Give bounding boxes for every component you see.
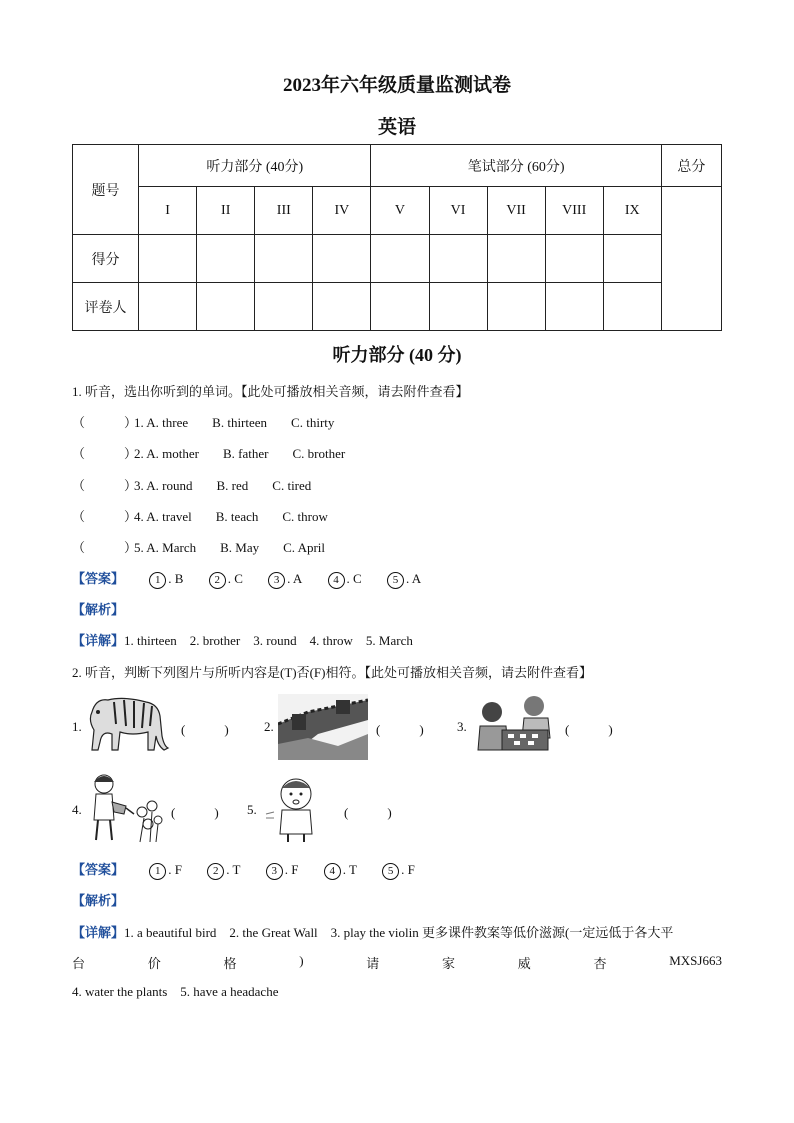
subject-title: 英语 xyxy=(377,117,416,138)
analysis-tag: 【解析】 xyxy=(72,602,125,617)
playing-game-icon xyxy=(472,690,556,756)
q2-detail-line2: 台 价 格 ) 请 家 威 杏 MXSJ663 xyxy=(72,953,722,971)
tiger-icon xyxy=(84,690,172,758)
total-cell xyxy=(661,187,721,331)
answer-paren: ( ) xyxy=(376,722,424,737)
q1-item: （ ）3. A. round B. red C. tired xyxy=(72,478,312,493)
writing-header: 笔试部分 (60分) xyxy=(371,145,661,187)
watering-plants-icon xyxy=(84,772,164,844)
page-title: 2023年六年级质量监测试卷 xyxy=(282,75,511,96)
q1-item: （ ）1. A. three B. thirteen C. thirty xyxy=(72,415,335,430)
pic-number: 4. xyxy=(72,802,82,817)
total-header: 总分 xyxy=(661,145,721,187)
answer-paren: ( ) xyxy=(181,722,229,737)
numeral-cell: VII xyxy=(487,187,545,235)
analysis-tag: 【解析】 xyxy=(72,893,125,908)
q1-item: （ ）2. A. mother B. father C. brother xyxy=(72,446,346,461)
answer-paren: ( ) xyxy=(171,805,219,820)
answer-paren: ( ) xyxy=(565,722,613,737)
q1-item: （ ）5. A. March B. May C. April xyxy=(72,540,326,555)
q2-detail-line1: 【详解】1. a beautiful bird 2. the Great Wall 3. play the violin 更多课件教案等低价滋源(一定远低于各大平 xyxy=(72,925,674,940)
q1-detail: 【详解】1. thirteen 2. brother 3. round 4. throw 5. March xyxy=(72,633,413,648)
numeral-cell: VI xyxy=(429,187,487,235)
numeral-cell: IV xyxy=(313,187,371,235)
score-table xyxy=(72,144,722,331)
listening-header: 听力部分 (40分) xyxy=(139,145,371,187)
numeral-cell: III xyxy=(255,187,313,235)
numeral-cell: I xyxy=(139,187,197,235)
listening-section-title: 听力部分 (40 分) xyxy=(332,345,462,365)
grader-row-label: 评卷人 xyxy=(73,283,139,331)
headache-icon xyxy=(262,772,330,844)
score-row-label: 得分 xyxy=(73,235,139,283)
q2-answer-row: 【答案】 1 . F 2 . T 3 . F 4 . T 5 . F xyxy=(72,859,415,880)
pic-number: 2. xyxy=(264,719,274,734)
numeral-cell: V xyxy=(371,187,429,235)
answer-tag: 【答案】 xyxy=(72,571,125,586)
q2-prompt: 2. 听音，判断下列图片与所听内容是(T)否(F)相符。【此处可播放相关音频，请去附件查看】 xyxy=(72,665,592,680)
q2-detail-line3: 4. water the plants 5. have a headache xyxy=(72,984,279,999)
q1-item: （ ）4. A. travel B. teach C. throw xyxy=(72,509,328,524)
answer-tag: 【答案】 xyxy=(72,862,125,877)
item-label-cell: 题号 xyxy=(73,145,139,235)
numeral-cell: IX xyxy=(603,187,661,235)
pic-number: 1. xyxy=(72,719,82,734)
answer-paren: ( ) xyxy=(344,805,392,820)
pic-number: 3. xyxy=(457,719,467,734)
pic-number: 5. xyxy=(247,802,257,817)
q1-answer-row: 【答案】 1 . B 2 . C 3 . A 4 . C 5 . A xyxy=(72,568,421,589)
q1-prompt: 1. 听音，选出你听到的单词。【此处可播放相关音频，请去附件查看】 xyxy=(72,384,469,399)
numeral-cell: II xyxy=(197,187,255,235)
great-wall-icon xyxy=(278,694,368,760)
numeral-cell: VIII xyxy=(545,187,603,235)
